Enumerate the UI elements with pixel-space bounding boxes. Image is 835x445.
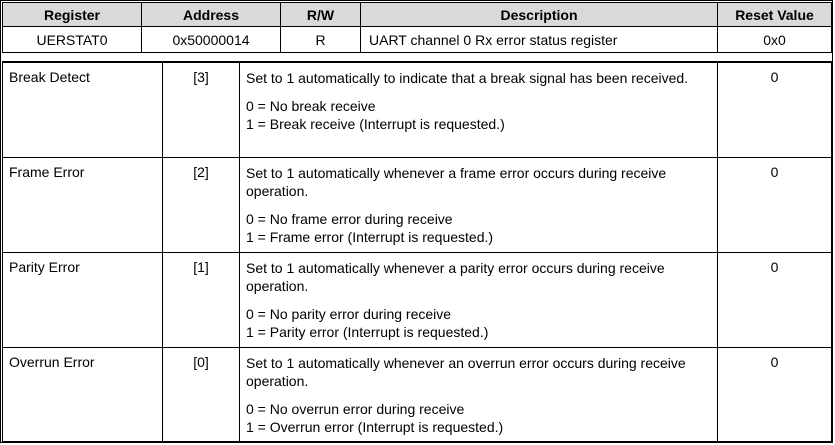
register-row (3, 27, 832, 53)
register-rw: R (281, 27, 361, 53)
register-reset-value: 0x0 (718, 27, 832, 53)
bit-name: Break Detect (3, 62, 163, 157)
bit-value-0: 0 = No parity error during receive (246, 305, 452, 322)
bit-row (3, 347, 832, 441)
bit-value-1: 1 = Overrun error (Interrupt is requested.) (246, 418, 504, 435)
header-description: Description (361, 3, 718, 27)
bit-field-table (2, 61, 832, 442)
register-header-table (2, 2, 832, 53)
header-register: Register (3, 3, 142, 27)
bit-position: [2] (163, 157, 240, 252)
register-address: 0x50000014 (142, 27, 281, 53)
bit-row (3, 62, 832, 157)
bit-value-0: 0 = No overrun error during receive (246, 400, 465, 417)
bit-row (3, 157, 832, 252)
bit-row (3, 252, 832, 347)
bit-name: Overrun Error (3, 347, 163, 441)
bit-description: Set to 1 automatically whenever a parity error occurs during receive operation. (246, 259, 665, 294)
register-name: UERSTAT0 (3, 27, 142, 53)
bit-description-cell (240, 347, 718, 441)
bit-position: [1] (163, 252, 240, 347)
register-description: UART channel 0 Rx error status register (361, 27, 718, 53)
bit-description: Set to 1 automatically to indicate that a break signal has been received. (246, 70, 689, 86)
bit-position: [3] (163, 62, 240, 157)
bit-description: Set to 1 automatically whenever a frame error occurs during receive operation. (246, 164, 667, 199)
bit-value-1: 1 = Break receive (Interrupt is requested.) (246, 116, 505, 132)
bit-name: Frame Error (3, 157, 163, 252)
bit-reset-value: 0 (718, 347, 832, 441)
bit-position: [0] (163, 347, 240, 441)
bit-description-cell (240, 252, 718, 347)
bit-description-cell (240, 157, 718, 252)
bit-reset-value: 0 (718, 252, 832, 347)
header-address: Address (142, 3, 281, 27)
bit-value-0: 0 = No break receive (246, 98, 376, 114)
header-reset-value: Reset Value (718, 3, 832, 27)
bit-reset-value: 0 (718, 62, 832, 157)
bit-name: Parity Error (3, 252, 163, 347)
bit-description-cell (240, 62, 718, 157)
bit-description: Set to 1 automatically whenever an overrun error occurs during receive operation. (246, 354, 686, 389)
bit-value-1: 1 = Frame error (Interrupt is requested.) (246, 228, 494, 245)
header-rw: R/W (281, 3, 361, 27)
bit-reset-value: 0 (718, 157, 832, 252)
bit-value-0: 0 = No frame error during receive (246, 210, 453, 227)
header-row (3, 3, 832, 27)
bit-value-1: 1 = Parity error (Interrupt is requested.) (246, 323, 489, 340)
